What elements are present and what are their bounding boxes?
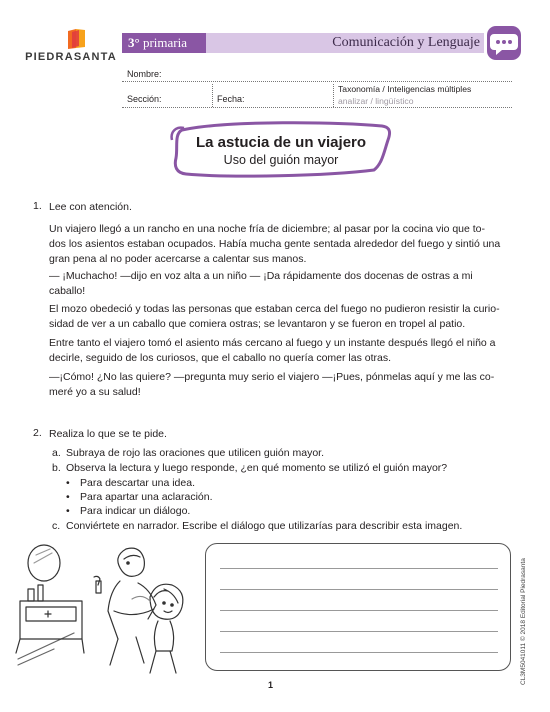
exercise-instruction: Realiza lo que se te pide. — [49, 428, 167, 440]
reading-line: —¡Cómo! ¿No las quiere? —pregunta muy serio el viajero —¡Pues, pónmelas aquí y me las co- — [49, 371, 495, 383]
reading-line: meré yo a su salud! — [49, 386, 141, 398]
brand-name: PIEDRASANTA — [25, 51, 117, 63]
reading-line: Entre tanto el viajero tomó el asiento más cercano al fuego y un instante después llegó el niño a — [49, 337, 496, 349]
divider — [333, 84, 334, 107]
publisher-logo — [16, 24, 126, 72]
writing-line[interactable] — [220, 631, 498, 632]
item-c-text: Conviértete en narrador. Escribe el diálogo que utilizarías para describir esta imagen. — [66, 520, 463, 532]
grade-label: 3° primaria — [122, 33, 206, 53]
section-date-field[interactable] — [122, 107, 512, 108]
reading-line: Un viajero llegó a un rancho en una noche fría de diciembre; al pasar por la cocina vio que to- — [49, 223, 486, 235]
grade-subject-band — [122, 33, 484, 53]
exercise-number: 2. — [33, 427, 42, 439]
bullet-icon: • — [66, 505, 70, 517]
bullet-icon: • — [66, 477, 70, 489]
reading-line: dos los asientos estaban ocupados. Había mucha gente sentada alrededor del fuego y sintió una — [49, 238, 501, 250]
copyright-code: CL3M5041011 © 2018 Editorial Piedrasanta — [520, 558, 527, 685]
book-logo-icon — [66, 28, 88, 50]
page-number: 1 — [268, 680, 274, 690]
item-letter: c. — [52, 520, 61, 532]
writing-line[interactable] — [220, 589, 498, 590]
name-field[interactable] — [122, 81, 512, 82]
page-title: La astucia de un viajero — [195, 134, 367, 151]
item-b-text: Observa la lectura y luego responde, ¿en qué momento se utilizó el guión mayor? — [66, 462, 448, 474]
reading-line: — ¡Muchacho! —dijo en voz alta a un niño — ¡Da rápidamente dos docenas de ostras a mi — [49, 270, 473, 282]
option-clarification[interactable]: Para apartar una aclaración. — [80, 491, 213, 503]
name-field-label: Nombre: — [127, 69, 162, 79]
reading-line: caballo! — [49, 285, 86, 297]
reading-line: El mozo obedeció y todas las personas que estaban cerca del fuego no pudieron resistir la curio- — [49, 303, 500, 315]
reading-line: sidad de ver a un caballo que comiera ostras; se levantaron y se fueron en tropel al patio. — [49, 318, 466, 330]
date-field-label: Fecha: — [217, 94, 245, 104]
option-dialogue[interactable]: Para indicar un diálogo. — [80, 505, 191, 517]
option-discard-idea[interactable]: Para descartar una idea. — [80, 477, 195, 489]
reading-line: gran pena al no poder acercarse a calentar sus manos. — [49, 253, 307, 265]
reading-line: decirle, seguido de los curiosos, que el caballo no quería comer las otras. — [49, 352, 392, 364]
exercise-instruction: Lee con atención. — [49, 201, 132, 213]
answer-box[interactable] — [205, 543, 511, 671]
divider — [212, 84, 213, 107]
writing-line[interactable] — [220, 610, 498, 611]
item-letter: b. — [52, 462, 61, 474]
subject-label: Comunicación y Lenguaje — [332, 35, 480, 50]
chat-bubble-icon — [486, 25, 522, 61]
item-letter: a. — [52, 447, 61, 459]
page-subtitle: Uso del guión mayor — [223, 153, 339, 167]
taxonomy-label: Taxonomía / Inteligencias múltiples — [338, 84, 472, 94]
writing-line[interactable] — [220, 652, 498, 653]
bullet-icon: • — [66, 491, 70, 503]
section-field-label: Sección: — [127, 94, 162, 104]
exercise-number: 1. — [33, 200, 42, 212]
doctor-child-illustration — [14, 541, 198, 685]
taxonomy-values: analizar / lingüístico — [338, 96, 414, 106]
writing-line[interactable] — [220, 568, 498, 569]
item-a-text: Subraya de rojo las oraciones que utilicen guión mayor. — [66, 447, 324, 459]
